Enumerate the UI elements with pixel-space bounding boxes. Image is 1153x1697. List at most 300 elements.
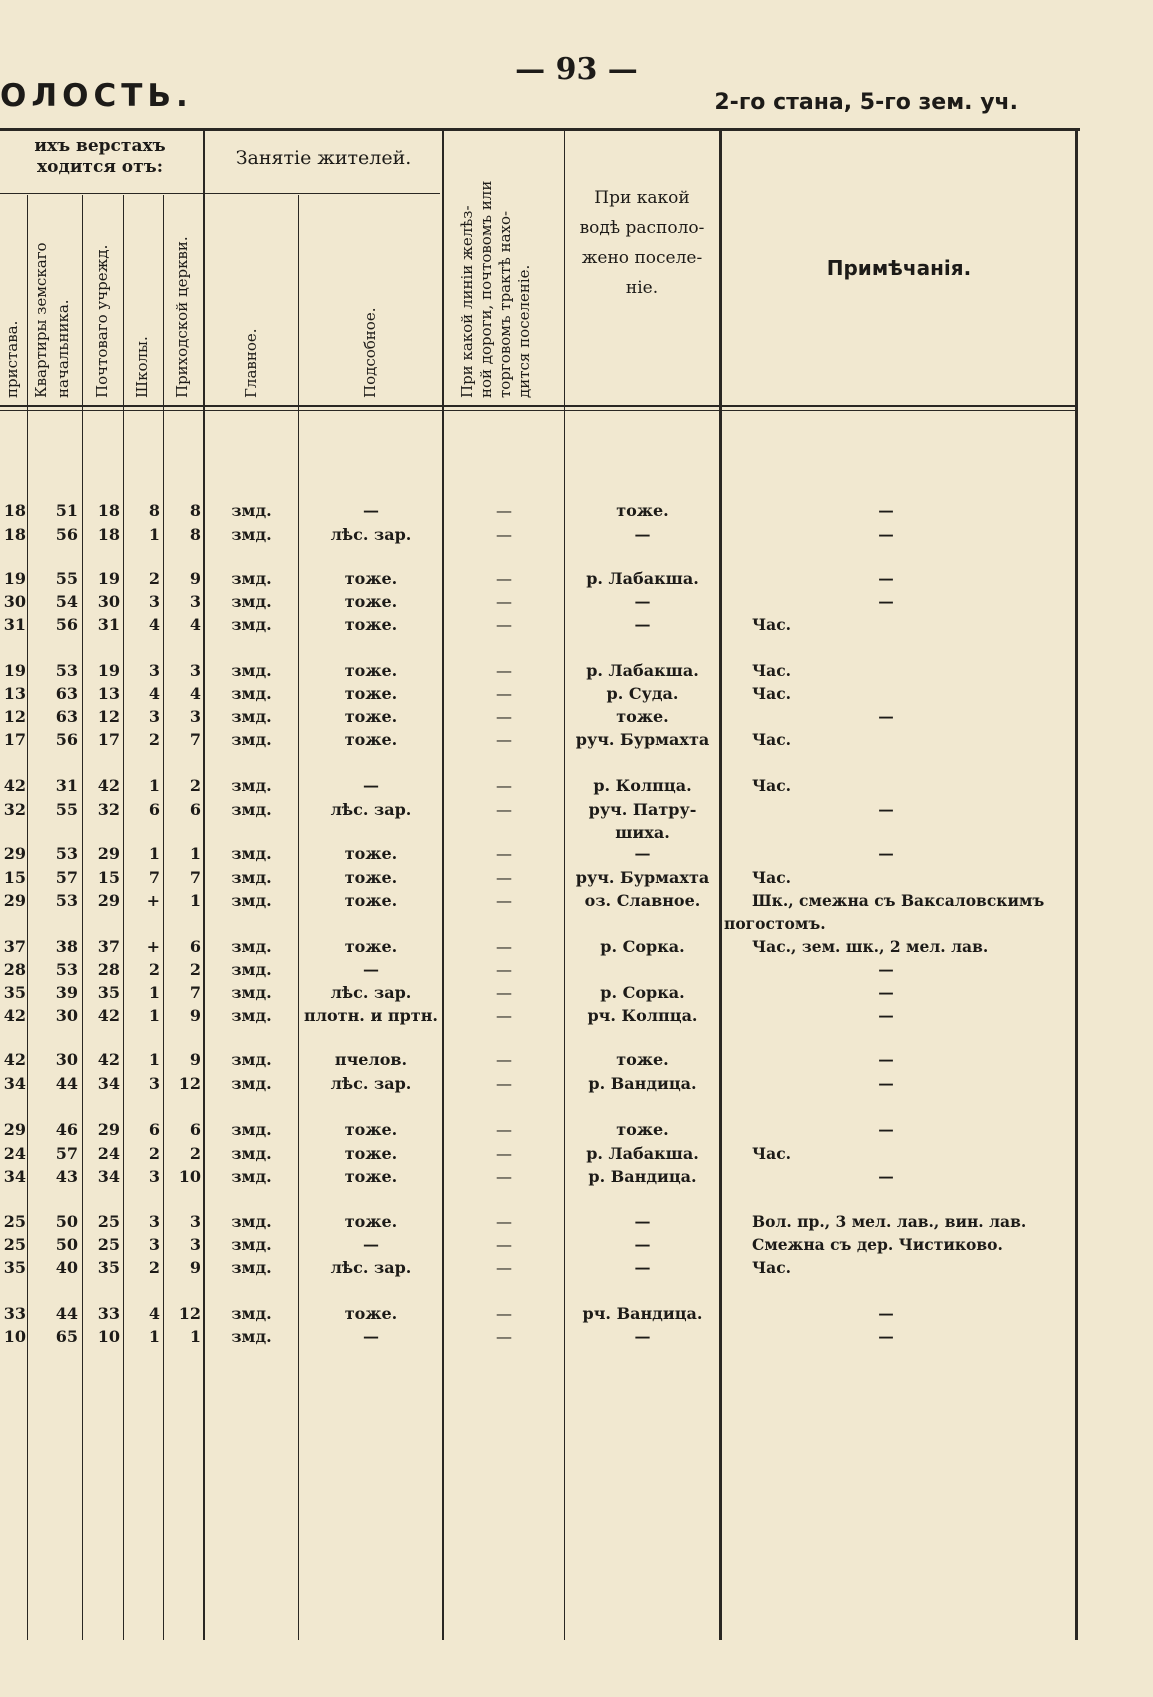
- cell-main: змд.: [231, 1212, 272, 1231]
- cell-sch: 1: [148, 1050, 160, 1069]
- cell-road: —: [496, 1120, 512, 1139]
- cell-sch: 6: [148, 800, 160, 819]
- table-row: [0, 936, 1075, 958]
- cell-post: 10: [97, 1327, 120, 1346]
- cell-water: руч. Патру-: [588, 800, 697, 819]
- cell-post: 29: [97, 891, 120, 910]
- cell-z: 56: [55, 525, 78, 544]
- cell-sec: —: [363, 1235, 379, 1254]
- cell-water: р. Лабакша.: [586, 569, 699, 588]
- cell-sch: 1: [148, 1327, 160, 1346]
- cell-sec: тоже.: [344, 1120, 398, 1139]
- cell-main: змд.: [231, 1050, 272, 1069]
- cell-sec: —: [363, 501, 379, 520]
- cell-road: —: [496, 707, 512, 726]
- cell-post: 33: [97, 1304, 120, 1323]
- cell-p: 30: [3, 592, 26, 611]
- cell-post: 19: [97, 661, 120, 680]
- cell-post: 30: [97, 592, 120, 611]
- table-row: [0, 1234, 1075, 1256]
- cell-sch: 2: [148, 730, 160, 749]
- cell-ch: 4: [189, 684, 201, 703]
- cell-p: 33: [3, 1304, 26, 1323]
- cell-post: 42: [97, 1050, 120, 1069]
- cell-main: змд.: [231, 776, 272, 795]
- cell-sch: 3: [148, 1074, 160, 1093]
- cell-note: Час.: [752, 615, 792, 634]
- table-row: [0, 1073, 1075, 1095]
- cell-post: 13: [97, 684, 120, 703]
- table-row: [0, 524, 1075, 546]
- cell-p: 29: [3, 844, 26, 863]
- cell-road: —: [496, 592, 512, 611]
- cell-p: 29: [3, 891, 26, 910]
- cell-post: 28: [97, 960, 120, 979]
- cell-ch: 3: [189, 1212, 201, 1231]
- cell-note: —: [878, 1006, 894, 1025]
- cell-sch: 1: [148, 983, 160, 1002]
- cell-main: змд.: [231, 730, 272, 749]
- cell-post: 17: [97, 730, 120, 749]
- cell-road: —: [496, 937, 512, 956]
- cell-p: 10: [3, 1327, 26, 1346]
- cell-note: —: [878, 844, 894, 863]
- table-row: [0, 568, 1075, 590]
- cell-sec: тоже.: [344, 1304, 398, 1323]
- table-row: [0, 1303, 1075, 1325]
- cell-main: змд.: [231, 983, 272, 1002]
- cell-z: 31: [55, 776, 78, 795]
- cell-note: —: [878, 1120, 894, 1139]
- cell-sch: 2: [148, 960, 160, 979]
- cell-ch: 12: [178, 1304, 201, 1323]
- table-row: [0, 959, 1075, 981]
- cell-post: 29: [97, 844, 120, 863]
- cell-road: —: [496, 1006, 512, 1025]
- cell-road: —: [496, 844, 512, 863]
- cell-sch: 6: [148, 1120, 160, 1139]
- district-subtitle: 2-го стана, 5-го зем. уч.: [714, 90, 1018, 115]
- table-row: [0, 775, 1075, 797]
- cell-sch: 1: [148, 1006, 160, 1025]
- header-water: [566, 183, 718, 303]
- cell-z: 57: [55, 1144, 78, 1163]
- cell-ch: 10: [178, 1167, 201, 1186]
- cell-sec: тоже.: [344, 868, 398, 887]
- cell-main: змд.: [231, 501, 272, 520]
- cell-p: 35: [3, 1258, 26, 1277]
- cell-sec: лѣс. зар.: [330, 800, 412, 819]
- cell-sch: 2: [148, 1144, 160, 1163]
- cell-main: змд.: [231, 844, 272, 863]
- cell-sec: тоже.: [344, 1212, 398, 1231]
- cell-ch: 3: [189, 661, 201, 680]
- header-water-line1: При какой: [594, 188, 690, 208]
- cell-p: 37: [3, 937, 26, 956]
- cell-note: —: [878, 501, 894, 520]
- cell-water: руч. Бурмахта: [575, 730, 710, 749]
- cell-sch: 3: [148, 1212, 160, 1231]
- cell-sec: лѣс. зар.: [330, 983, 412, 1002]
- cell-water: руч. Бурмахта: [575, 868, 710, 887]
- cell-main: змд.: [231, 1304, 272, 1323]
- cell-sec: тоже.: [344, 569, 398, 588]
- cell-main: змд.: [231, 1327, 272, 1346]
- cell-p: 18: [3, 525, 26, 544]
- header-water-line3: жено поселе-: [581, 248, 703, 268]
- cell-note: —: [878, 1327, 894, 1346]
- cell-water: рч. Колпца.: [587, 1006, 698, 1025]
- cell-z: 53: [55, 960, 78, 979]
- cell-sec: тоже.: [344, 730, 398, 749]
- header-bottom-rule: [0, 405, 1075, 407]
- cell-sch: 4: [148, 1304, 160, 1323]
- table-row: [0, 706, 1075, 728]
- cell-note: —: [878, 800, 894, 819]
- cell-water: р. Вандица.: [588, 1074, 697, 1093]
- cell-ch: 3: [189, 707, 201, 726]
- table-row: [0, 683, 1075, 705]
- cell-note: —: [878, 1304, 894, 1323]
- cell-p: 35: [3, 983, 26, 1002]
- cell-p: 18: [3, 501, 26, 520]
- cell-sec: —: [363, 1327, 379, 1346]
- page-number: — 93 —: [515, 52, 638, 87]
- cell-p: 12: [3, 707, 26, 726]
- cell-ch: 8: [189, 501, 201, 520]
- cell-sec: —: [363, 960, 379, 979]
- cell-sec: тоже.: [344, 707, 398, 726]
- cell-sch: 3: [148, 1235, 160, 1254]
- cell-ch: 4: [189, 615, 201, 634]
- cell-note: Час.: [752, 1144, 792, 1163]
- cell-post: 12: [97, 707, 120, 726]
- cell-post: 25: [97, 1212, 120, 1231]
- cell-sec: пчелов.: [334, 1050, 408, 1069]
- table-row: [0, 1166, 1075, 1188]
- cell-z: 50: [55, 1212, 78, 1231]
- cell-note: —: [878, 1050, 894, 1069]
- cell-z: 46: [55, 1120, 78, 1139]
- cell-main: змд.: [231, 592, 272, 611]
- header-zemsky-line1: Квартиры земскаго: [32, 242, 50, 398]
- table-row: [0, 1119, 1075, 1141]
- cell-water: тоже.: [616, 1050, 669, 1069]
- cell-road: —: [496, 661, 512, 680]
- cell-ch: 1: [189, 844, 201, 863]
- cell-water: р. Колпца.: [593, 776, 692, 795]
- cell-sch: +: [146, 891, 160, 910]
- cell-post: 24: [97, 1144, 120, 1163]
- cell-road: —: [496, 1167, 512, 1186]
- table-row: [0, 1049, 1075, 1071]
- header-main: Главное.: [242, 328, 260, 398]
- cell-note: Шк., смежна съ Ваксаловскимъ: [752, 891, 1045, 910]
- cell-note: Час.: [752, 1258, 792, 1277]
- cell-water: тоже.: [616, 1120, 669, 1139]
- cell-road: —: [496, 983, 512, 1002]
- cell-ch: 9: [189, 1006, 201, 1025]
- cell-ch: 1: [189, 891, 201, 910]
- cell-water: р. Вандица.: [588, 1167, 697, 1186]
- cell-water: тоже.: [616, 707, 669, 726]
- cell-road: —: [496, 569, 512, 588]
- cell-note: —: [878, 1074, 894, 1093]
- cell-ch: 9: [189, 569, 201, 588]
- table-top-rule: [0, 128, 1080, 131]
- cell-road: —: [496, 615, 512, 634]
- cell-post: 29: [97, 1120, 120, 1139]
- cell-main: змд.: [231, 960, 272, 979]
- cell-note: Час.: [752, 776, 792, 795]
- cell-ch: 7: [189, 730, 201, 749]
- table-row: [0, 982, 1075, 1004]
- cell-ch: 8: [189, 525, 201, 544]
- table-row: [0, 1005, 1075, 1027]
- table-row: [0, 1143, 1075, 1165]
- cell-road: —: [496, 1327, 512, 1346]
- cell-main: змд.: [231, 707, 272, 726]
- cell-road: —: [496, 776, 512, 795]
- volost-title: ОЛОСТЬ.: [0, 78, 193, 114]
- cell-note: Час.: [752, 661, 792, 680]
- cell-water: рч. Вандица.: [582, 1304, 703, 1323]
- cell-water: р. Лабакша.: [586, 1144, 699, 1163]
- distance-group-line2: ходится отъ:: [37, 157, 163, 177]
- header-secondary: Подсобное.: [361, 307, 379, 398]
- cell-p: 42: [3, 1050, 26, 1069]
- cell-main: змд.: [231, 800, 272, 819]
- cell-water: —: [634, 1327, 651, 1346]
- cell-road: —: [496, 1304, 512, 1323]
- cell-road: —: [496, 800, 512, 819]
- cell-z: 51: [55, 501, 78, 520]
- cell-z: 38: [55, 937, 78, 956]
- cell-road: —: [496, 960, 512, 979]
- cell-water: р. Сорка.: [600, 983, 685, 1002]
- cell-main: змд.: [231, 525, 272, 544]
- cell-z: 56: [55, 730, 78, 749]
- header-post: Почтоваго учрежд.: [93, 244, 111, 398]
- cell-z: 65: [55, 1327, 78, 1346]
- cell-ch: 6: [189, 800, 201, 819]
- cell-z: 53: [55, 661, 78, 680]
- cell-note: —: [878, 592, 894, 611]
- cell-post: 37: [97, 937, 120, 956]
- cell-ch: 3: [189, 1235, 201, 1254]
- table-row: [0, 1211, 1075, 1233]
- table-row: [0, 591, 1075, 613]
- cell-water: —: [634, 525, 651, 544]
- cell-sec: тоже.: [344, 844, 398, 863]
- cell-post: 25: [97, 1235, 120, 1254]
- cell-sec: —: [363, 776, 379, 795]
- cell-z: 57: [55, 868, 78, 887]
- cell-main: змд.: [231, 1006, 272, 1025]
- cell-water: —: [634, 1235, 651, 1254]
- cell-water: —: [634, 844, 651, 863]
- cell-ch: 1: [189, 1327, 201, 1346]
- cell-post: 18: [97, 525, 120, 544]
- cell-post: 34: [97, 1167, 120, 1186]
- cell-post: 34: [97, 1074, 120, 1093]
- cell-sch: 7: [148, 868, 160, 887]
- cell-z: 55: [55, 569, 78, 588]
- cell-main: змд.: [231, 868, 272, 887]
- cell-z: 39: [55, 983, 78, 1002]
- cell-post: 18: [97, 501, 120, 520]
- cell-p: 34: [3, 1074, 26, 1093]
- cell-z: 53: [55, 891, 78, 910]
- cell-main: змд.: [231, 1120, 272, 1139]
- header-road-line1: При какой линіи желѣз-: [458, 205, 476, 398]
- cell-note: Смежна съ дер. Чистиково.: [752, 1235, 1003, 1254]
- cell-note: —: [878, 960, 894, 979]
- cell-ch: 6: [189, 1120, 201, 1139]
- cell-main: змд.: [231, 1258, 272, 1277]
- cell-water: —: [634, 1212, 651, 1231]
- table-row: [0, 500, 1075, 522]
- cell-road: —: [496, 1258, 512, 1277]
- cell-main: змд.: [231, 937, 272, 956]
- cell-water: р. Сорка.: [600, 937, 685, 956]
- cell-water: —: [634, 615, 651, 634]
- cell-sec: лѣс. зар.: [330, 525, 412, 544]
- cell-sec: тоже.: [344, 937, 398, 956]
- cell-post: 31: [97, 615, 120, 634]
- cell-main: змд.: [231, 1074, 272, 1093]
- cell-z: 63: [55, 707, 78, 726]
- cell-ch: 7: [189, 983, 201, 1002]
- cell-road: —: [496, 525, 512, 544]
- cell-z: 50: [55, 1235, 78, 1254]
- cell-p: 25: [3, 1235, 26, 1254]
- cell-p: 19: [3, 661, 26, 680]
- table-row: [0, 614, 1075, 636]
- header-water-line4: ніе.: [625, 278, 659, 298]
- cell-sec: тоже.: [344, 684, 398, 703]
- cell-sch: 3: [148, 661, 160, 680]
- cell-post: 32: [97, 800, 120, 819]
- cell-road: —: [496, 1074, 512, 1093]
- table-row: [0, 890, 1075, 912]
- cell-p: 15: [3, 868, 26, 887]
- cell-note: погостомъ.: [724, 914, 826, 933]
- cell-road: —: [496, 684, 512, 703]
- cell-note: —: [878, 983, 894, 1002]
- cell-sch: 1: [148, 844, 160, 863]
- cell-post: 42: [97, 1006, 120, 1025]
- cell-p: 17: [3, 730, 26, 749]
- cell-main: змд.: [231, 1144, 272, 1163]
- cell-water: р. Суда.: [606, 684, 679, 703]
- cell-z: 40: [55, 1258, 78, 1277]
- header-church: Приходской церкви.: [173, 236, 191, 398]
- cell-sec: тоже.: [344, 661, 398, 680]
- cell-sec: лѣс. зар.: [330, 1258, 412, 1277]
- cell-note: Час.: [752, 730, 792, 749]
- cell-post: 35: [97, 1258, 120, 1277]
- cell-z: 63: [55, 684, 78, 703]
- cell-water: —: [634, 592, 651, 611]
- cell-water: оз. Славное.: [584, 891, 701, 910]
- cell-post: 19: [97, 569, 120, 588]
- cell-sec: плотн. и пртн.: [304, 1006, 438, 1025]
- cell-main: змд.: [231, 1235, 272, 1254]
- cell-road: —: [496, 1235, 512, 1254]
- cell-road: —: [496, 1212, 512, 1231]
- cell-ch: 12: [178, 1074, 201, 1093]
- cell-p: 31: [3, 615, 26, 634]
- cell-main: змд.: [231, 569, 272, 588]
- cell-sch: 3: [148, 707, 160, 726]
- table-row: [0, 1326, 1075, 1348]
- header-zemsky-line2: начальника.: [54, 299, 72, 398]
- cell-sch: 2: [148, 569, 160, 588]
- distance-group-rule: [0, 193, 205, 194]
- cell-p: 24: [3, 1144, 26, 1163]
- distance-group-line1: ихъ верстахъ: [34, 136, 166, 156]
- cell-note: Час., зем. шк., 2 мел. лав.: [752, 937, 989, 956]
- cell-sch: 1: [148, 776, 160, 795]
- cell-z: 56: [55, 615, 78, 634]
- cell-post: 35: [97, 983, 120, 1002]
- table-row: [0, 729, 1075, 751]
- cell-p: 19: [3, 569, 26, 588]
- table-row: [0, 913, 1075, 935]
- cell-p: 42: [3, 1006, 26, 1025]
- cell-sch: 4: [148, 615, 160, 634]
- header-road-line4: дится поселеніе.: [515, 264, 533, 398]
- cell-z: 53: [55, 844, 78, 863]
- cell-water: шиха.: [615, 823, 670, 842]
- cell-ch: 2: [189, 776, 201, 795]
- table-row: [0, 660, 1075, 682]
- cell-road: —: [496, 868, 512, 887]
- header-road-line3: торговомъ трактѣ нахо-: [496, 210, 514, 398]
- table-row: [0, 1257, 1075, 1279]
- cell-sch: +: [146, 937, 160, 956]
- table-row: [0, 822, 1075, 844]
- cell-water: тоже.: [616, 501, 669, 520]
- cell-p: 28: [3, 960, 26, 979]
- header-school: Школы.: [133, 336, 151, 398]
- cell-ch: 9: [189, 1050, 201, 1069]
- distance-group-header: [0, 136, 200, 178]
- cell-sec: тоже.: [344, 1144, 398, 1163]
- cell-ch: 9: [189, 1258, 201, 1277]
- cell-z: 55: [55, 800, 78, 819]
- table-row: [0, 799, 1075, 821]
- cell-sec: тоже.: [344, 592, 398, 611]
- cell-note: —: [878, 525, 894, 544]
- cell-water: р. Лабакша.: [586, 661, 699, 680]
- cell-note: Час.: [752, 868, 792, 887]
- cell-sch: 1: [148, 525, 160, 544]
- cell-p: 13: [3, 684, 26, 703]
- header-notes: Примѣчанія.: [826, 256, 972, 280]
- cell-ch: 2: [189, 1144, 201, 1163]
- cell-ch: 2: [189, 960, 201, 979]
- header-pristav: пристава.: [3, 320, 21, 398]
- cell-z: 44: [55, 1074, 78, 1093]
- cell-p: 34: [3, 1167, 26, 1186]
- table-top-rule-inner: [205, 193, 440, 194]
- cell-z: 43: [55, 1167, 78, 1186]
- cell-water: —: [634, 1258, 651, 1277]
- cell-z: 30: [55, 1006, 78, 1025]
- cell-note: —: [878, 707, 894, 726]
